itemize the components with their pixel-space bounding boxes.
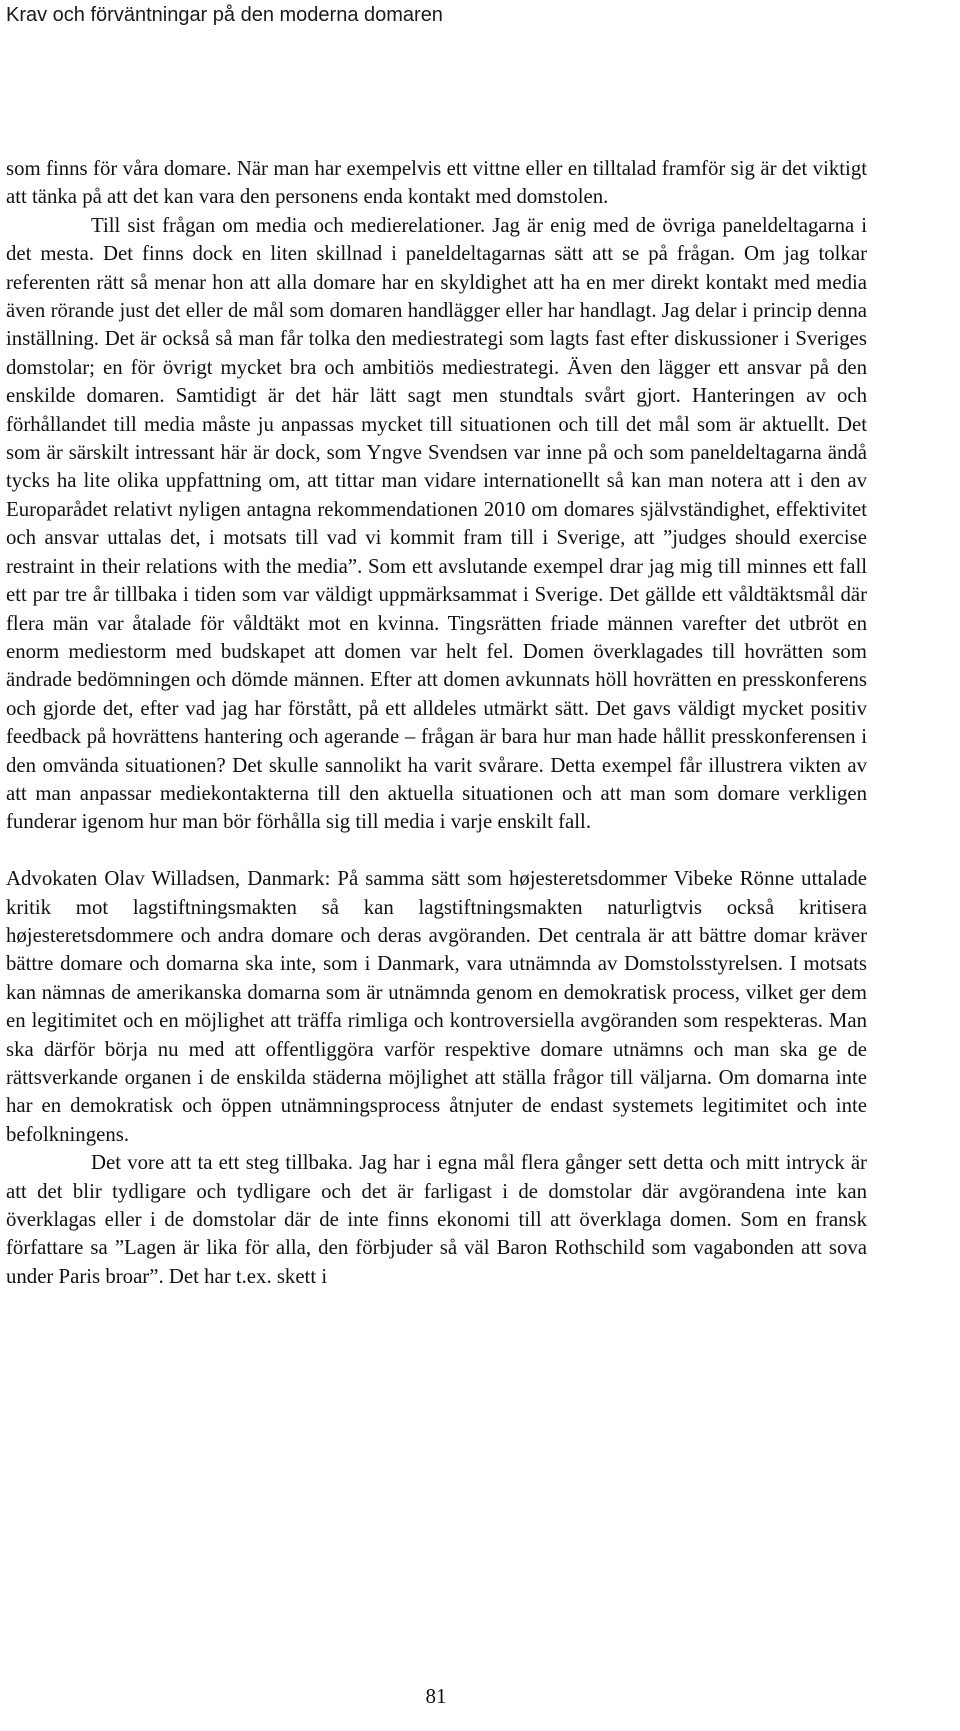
paragraph-step-back: Det vore att ta ett steg tillbaka. Jag har i egna mål flera gånger sett detta och mitt intryck är att det blir tydligare och tydligare och det är farligast i de domstolar där avgörandena inte kan överklagas eller i de domstolar där de inte finns ekonomi till att överklaga domen. Som en fransk författare sa ”Lagen är lika för alla, den förbjuder så väl Baron Rothschild som vagabonden att sova under Paris broar”. Det har t.ex. skett i — [6, 1151, 867, 1288]
paragraph-continuation: som finns för våra domare. När man har exempelvis ett vittne eller en tilltalad framför sig är det viktigt att tänka på att det kan vara den personens enda kontakt med domstolen. — [6, 157, 867, 209]
running-header: Krav och förväntningar på den moderna domaren — [6, 4, 443, 26]
page-number: 81 — [425, 1684, 447, 1708]
paragraph-willadsen: Advokaten Olav Willadsen, Danmark: På samma sätt som højesteretsdommer Vibeke Rönne uttalade kritik mot lagstiftningsmakten så kan lagstiftningsmakten naturligtvis också kritisera højesteretsdommere och andra domare och deras avgöranden. Det centrala är att bättre domar kräver bättre domare och domarna ska inte, som i Danmark, vara utnämnda av Domstolsstyrelsen. I motsats kan nämnas de amerikanska domarna som är utnämnda genom en demokratisk process, vilket ger dem en legitimitet och en möjlighet att träffa rimliga och kontroversiella avgöranden som respekteras. Man ska därför börja nu med att offentliggöra varför respektive domare utnämns och man ska ge de rättsverkande organen i de enskilda städerna möjlighet att ställa frågor till väljarna. Om domarna inte har en demokratisk och öppen utnämningsprocess åtnjuter de endast systemets legitimitet och inte befolkningens. — [6, 867, 867, 1146]
paragraph-media: Till sist frågan om media och medierelationer. Jag är enig med de övriga paneldeltagarna i det mesta. Det finns dock en liten skillnad i paneldeltagarnas sätt att se på frågan. Om jag tolkar referenten rätt så menar hon att alla domare har en skyldighet att ha en mer direkt kontakt med media även rörande just det eller de mål som domaren handlägger eller har handlagt. Jag delar i princip denna inställning. Det är också så man får tolka den mediestrategi som lagts fast efter diskussioner i Sveriges domstolar; en för övrigt mycket bra och ambitiös mediestrategi. Även den lägger ett ansvar på den enskilde domaren. Samtidigt är det här lätt sagt men stundtals svårt gjort. Hanteringen av och förhållandet till media måste ju anpassas mycket till situationen och till det mål som är aktuellt. Det som är särskilt intressant här är dock, som Yngve Svendsen var inne på och som paneldeltagarna ändå tycks ha lite olika uppfattning om, att tittar man vidare internationellt så kan man notera att i den av Europarådet relativt nyligen antagna rekommendationen 2010 om domares självständighet, effektivitet och ansvar uttalas det, i motsats till vad vi kommit fram till i Sverige, att ”judges should exercise restraint in their relations with the media”. Som ett avslutande exempel drar jag mig till minnes ett fall ett par tre år tillbaka i tiden som var väldigt uppmärksammat i Sverige. Det gällde ett våldtäktsmål där flera män var åtalade för våldtäkt mot en kvinna. Tingsrätten friade männen varefter det utbröt en enorm mediestorm med budskapet att domen var helt fel. Domen överklagades till hovrätten som ändrade bedömningen och dömde männen. Efter att domen avkunnats höll hovrätten en presskonferens och gjorde det, efter vad jag har förstått, på ett alldeles utmärkt sätt. Det gavs väldigt mycket positiv feedback på hovrättens hantering och agerande – frågan är bara hur man hade hållit presskonferensen i den omvända situationen? Det skulle sannolikt ha varit svårare. Detta exempel får illustrera vikten av att man anpassar mediekontakterna till den aktuella situationen och att man som domare verkligen funderar igenom hur man bör förhålla sig till media i varje enskilt fall. — [6, 213, 867, 834]
document-body — [6, 155, 867, 1291]
